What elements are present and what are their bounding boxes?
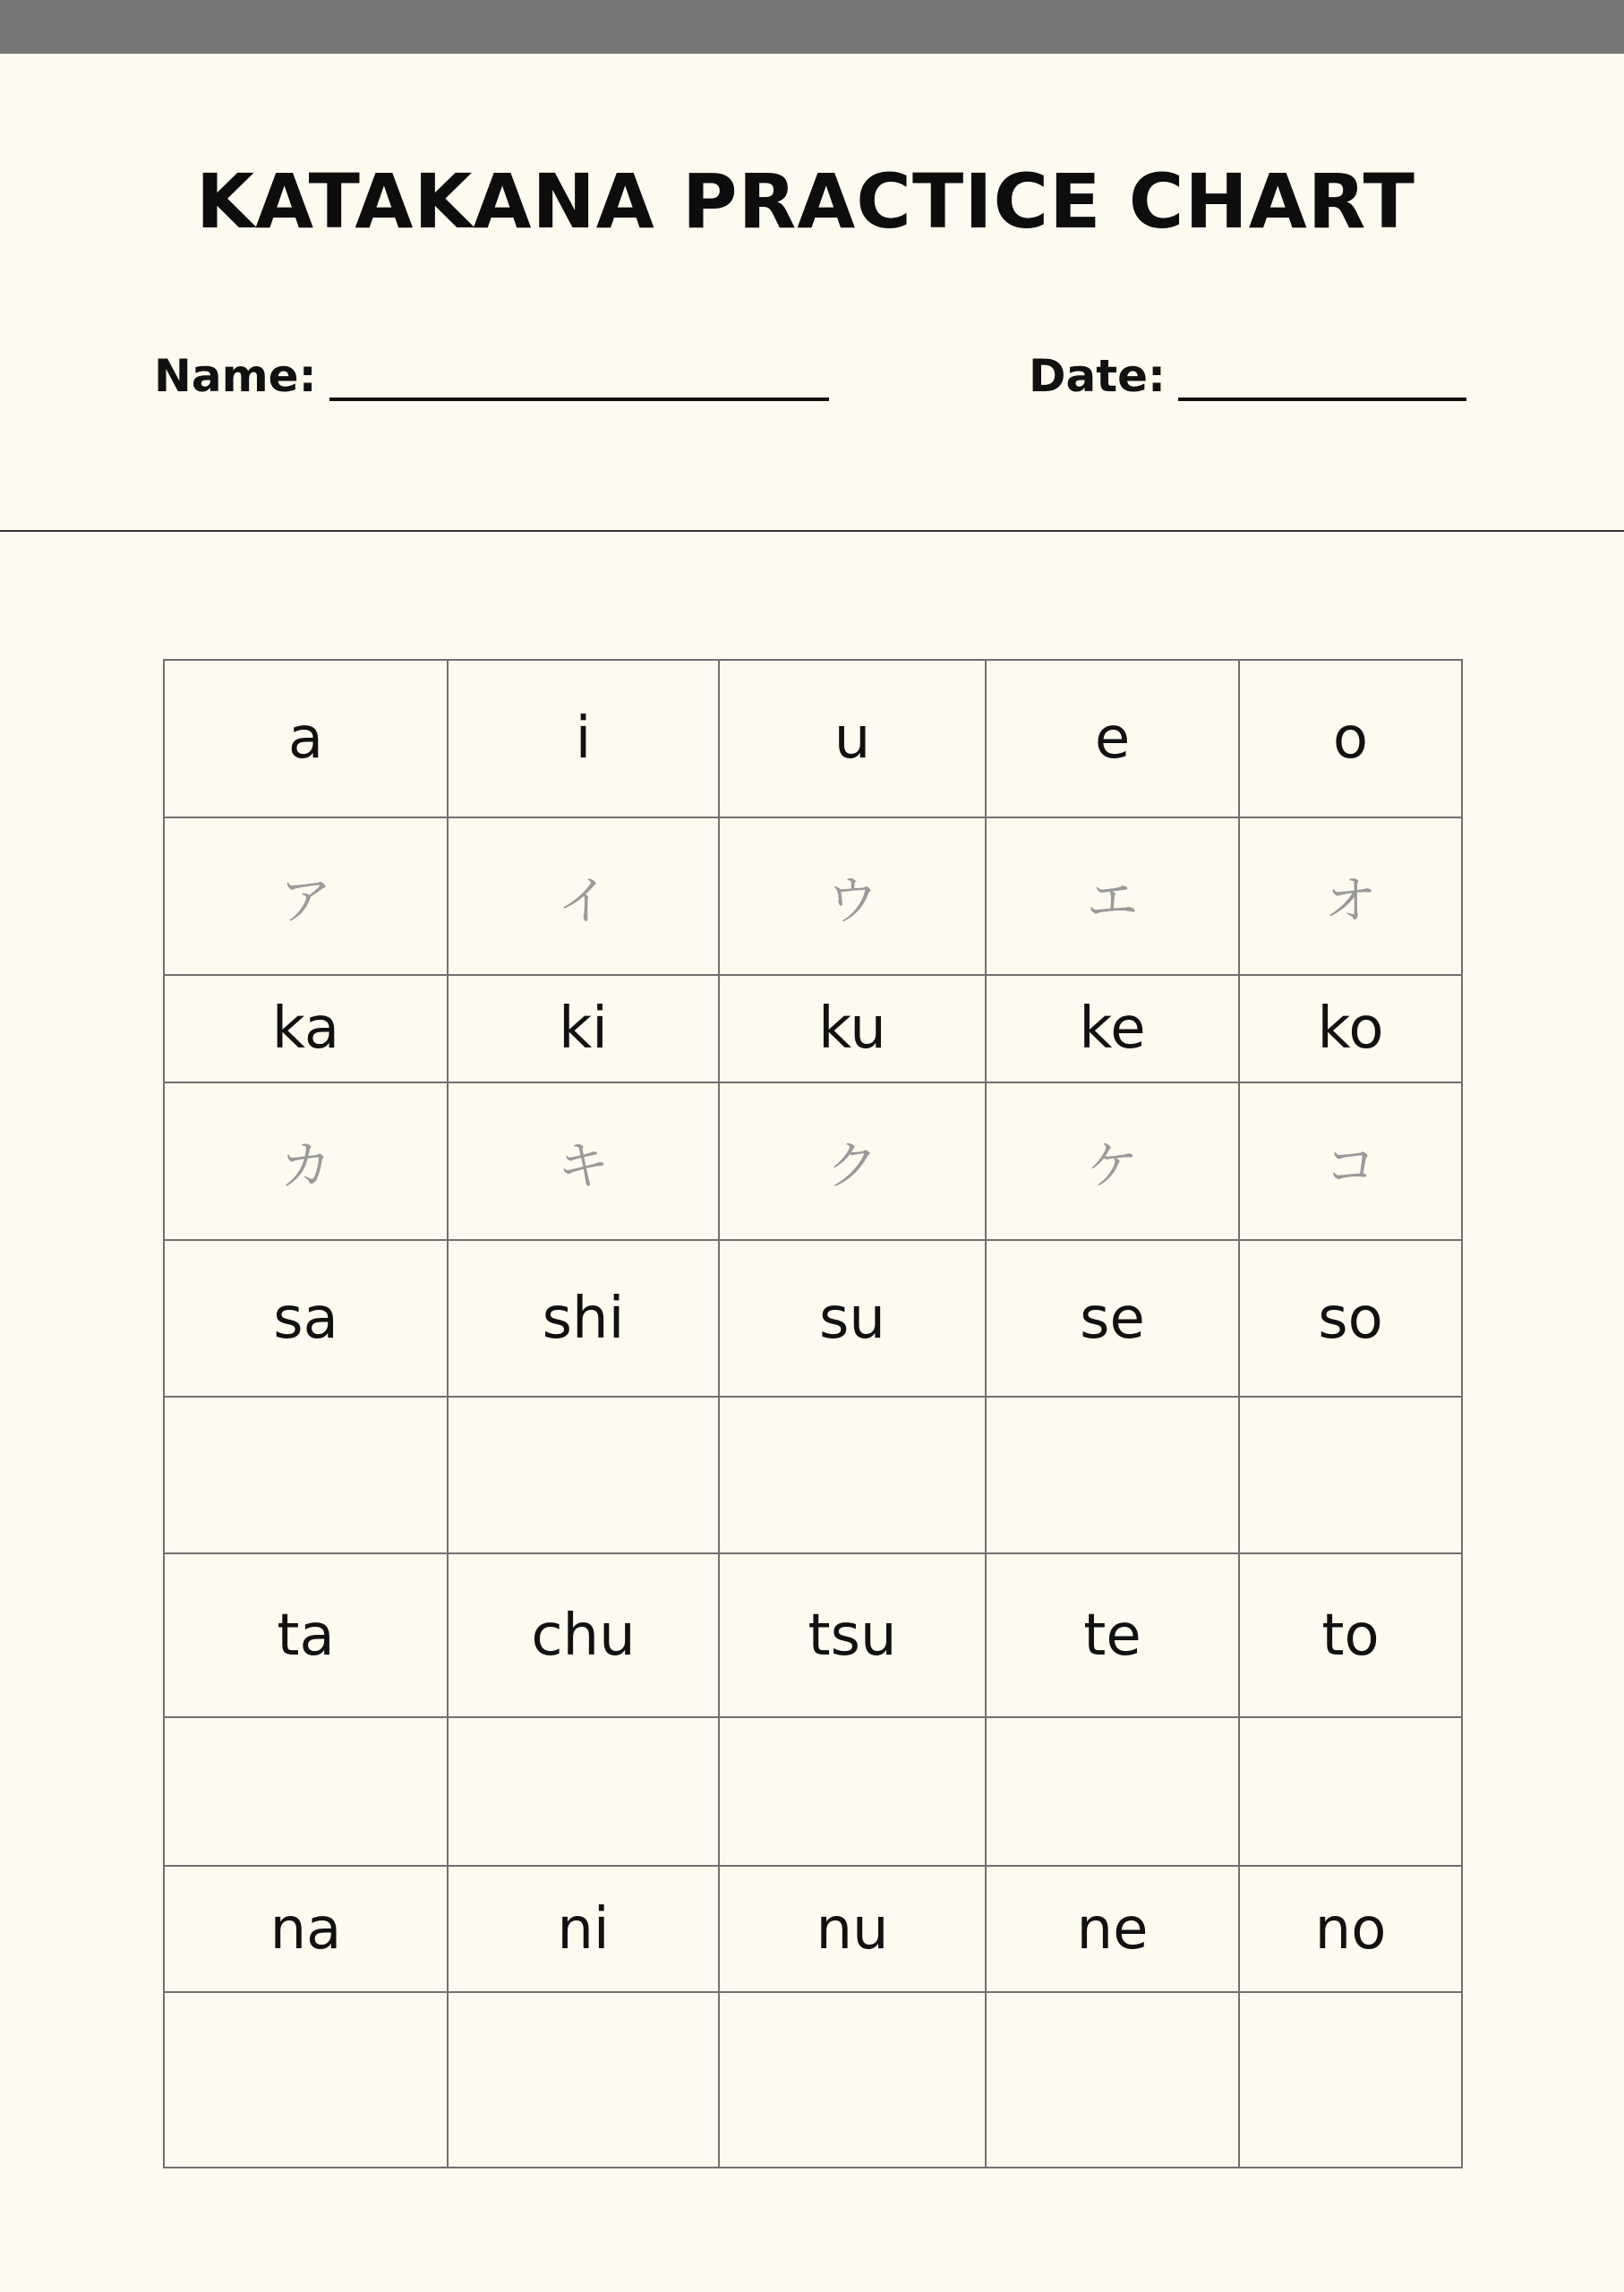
romaji-cell: ta — [164, 1553, 448, 1717]
kana-cell[interactable]: ク — [719, 1082, 986, 1240]
romaji-cell: e — [986, 660, 1239, 817]
kana-practice-cell[interactable] — [448, 1992, 719, 2168]
kana-row — [164, 1397, 1462, 1553]
kana-practice-cell[interactable] — [719, 1397, 986, 1553]
romaji-cell: se — [986, 1240, 1239, 1397]
romaji-cell: ni — [448, 1866, 719, 1992]
romaji-cell: ki — [448, 975, 719, 1082]
romaji-cell: sa — [164, 1240, 448, 1397]
name-label: Name: — [154, 350, 317, 402]
kana-practice-cell[interactable] — [448, 1717, 719, 1866]
name-field — [154, 349, 829, 403]
date-input-line[interactable] — [1178, 353, 1466, 401]
romaji-cell: ku — [719, 975, 986, 1082]
name-input-line[interactable] — [329, 353, 829, 401]
kana-cell[interactable]: カ — [164, 1082, 448, 1240]
romaji-cell: tsu — [719, 1553, 986, 1717]
page-title: KATAKANA PRACTICE CHART — [196, 158, 1415, 245]
romaji-cell: su — [719, 1240, 986, 1397]
kana-row — [164, 1717, 1462, 1866]
kana-practice-cell[interactable] — [986, 1717, 1239, 1866]
kana-practice-cell[interactable] — [1239, 1397, 1462, 1553]
kana-practice-cell[interactable] — [448, 1397, 719, 1553]
romaji-cell: na — [164, 1866, 448, 1992]
top-bar — [0, 0, 1624, 54]
header-divider — [0, 530, 1624, 532]
romaji-cell: ko — [1239, 975, 1462, 1082]
kana-practice-cell[interactable] — [1239, 1717, 1462, 1866]
kana-row — [164, 817, 1462, 975]
romaji-cell: no — [1239, 1866, 1462, 1992]
kana-practice-cell[interactable] — [986, 1992, 1239, 2168]
romaji-cell: i — [448, 660, 719, 817]
kana-cell[interactable]: ア — [164, 817, 448, 975]
kana-practice-cell[interactable] — [164, 1717, 448, 1866]
romaji-row — [164, 1866, 1462, 1992]
kana-row — [164, 1992, 1462, 2168]
kana-cell[interactable]: エ — [986, 817, 1239, 975]
romaji-cell: nu — [719, 1866, 986, 1992]
kana-cell[interactable]: オ — [1239, 817, 1462, 975]
kana-practice-cell[interactable] — [164, 1397, 448, 1553]
romaji-cell: u — [719, 660, 986, 817]
kana-cell[interactable]: ウ — [719, 817, 986, 975]
romaji-cell: so — [1239, 1240, 1462, 1397]
kana-cell[interactable]: ケ — [986, 1082, 1239, 1240]
romaji-cell: ke — [986, 975, 1239, 1082]
date-field — [1029, 349, 1466, 403]
romaji-row — [164, 660, 1462, 817]
romaji-row — [164, 1553, 1462, 1717]
romaji-cell: ne — [986, 1866, 1239, 1992]
romaji-row — [164, 1240, 1462, 1397]
date-label: Date: — [1029, 350, 1167, 402]
romaji-cell: chu — [448, 1553, 719, 1717]
kana-practice-cell[interactable] — [164, 1992, 448, 2168]
kana-cell[interactable]: イ — [448, 817, 719, 975]
kana-row — [164, 1082, 1462, 1240]
kana-cell[interactable]: キ — [448, 1082, 719, 1240]
kana-cell[interactable]: コ — [1239, 1082, 1462, 1240]
romaji-cell: ka — [164, 975, 448, 1082]
romaji-cell: to — [1239, 1553, 1462, 1717]
kana-practice-cell[interactable] — [719, 1992, 986, 2168]
romaji-cell: o — [1239, 660, 1462, 817]
romaji-cell: a — [164, 660, 448, 817]
kana-practice-cell[interactable] — [719, 1717, 986, 1866]
romaji-row — [164, 975, 1462, 1082]
kana-practice-cell[interactable] — [986, 1397, 1239, 1553]
romaji-cell: shi — [448, 1240, 719, 1397]
kana-practice-cell[interactable] — [1239, 1992, 1462, 2168]
katakana-chart — [163, 659, 1463, 2168]
romaji-cell: te — [986, 1553, 1239, 1717]
